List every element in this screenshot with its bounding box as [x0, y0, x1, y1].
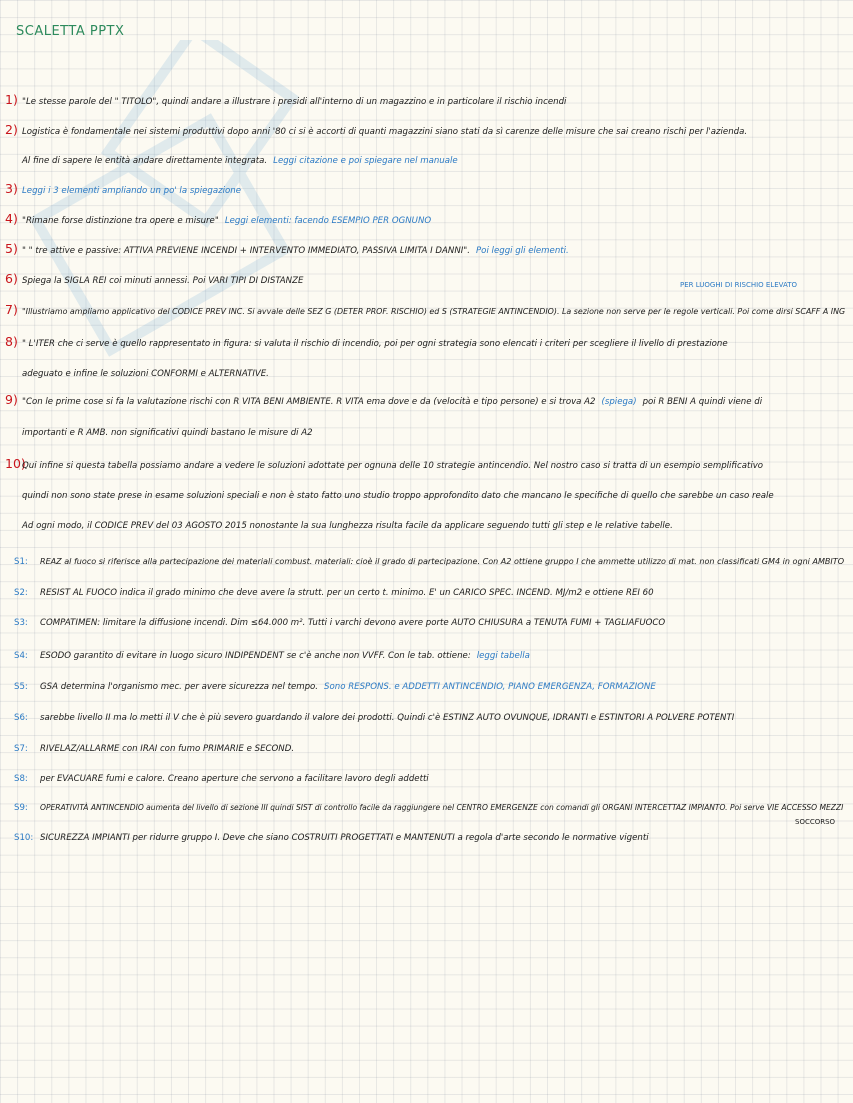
item-text: importanti e R AMB. non significativi quindi bastano le misure di A2	[22, 428, 313, 438]
section-margin-note: SOCCORSO	[795, 818, 836, 826]
item-number: 6)	[5, 271, 18, 286]
item-text: adeguato e infine le soluzioni CONFORMI e ALTERNATIVE.	[22, 369, 269, 379]
section-text: COMPATIMEN: limitare la diffusione incendi. Dim ≤64.000 m². Tutti i varchi devono avere porte AUTO CHIUSURA a TENUTA FUMI + TAGLIAFUOCO	[40, 618, 666, 628]
item-number: 5)	[5, 241, 18, 256]
item-number: 1)	[5, 92, 18, 107]
item-highlight: Leggi elementi: facendo ESEMPIO PER OGNUNO	[224, 216, 432, 226]
item-highlight: (spiega)	[601, 397, 637, 407]
section-number: S3:	[14, 618, 28, 628]
section-text: RIVELAZ/ALLARME con IRAI con fumo PRIMARIE e SECOND.	[40, 744, 295, 754]
item-highlight: Leggi citazione e poi spiegare nel manuale	[273, 156, 458, 166]
section-number: S2:	[14, 588, 28, 598]
section-text: per EVACUARE fumi e calore. Creano aperture che servono a facilitare lavoro degli addetti	[40, 774, 429, 784]
section-text: ESODO garantito di evitare in luogo sicuro INDIPENDENT se c'è anche non VVFF. Con le tab. ottiene:	[40, 651, 471, 661]
item-text: Logistica è fondamentale nei sistemi produttivi dopo anni '80 ci si è accorti di quanti magazzini siano stati da sì carenze delle misure che sai creano rischi per l'azienda.	[22, 127, 748, 137]
item-number: 10)	[5, 456, 26, 471]
item-highlight: Poi leggi gli elementi.	[476, 246, 569, 256]
section-number: S8:	[14, 774, 28, 784]
page-title: SCALETTA PPTX	[16, 24, 125, 39]
item-margin-note: PER LUOGHI DI RISCHIO ELEVATO	[680, 281, 798, 289]
item-text-after: poi R BENI A quindi viene di	[642, 397, 763, 407]
section-text: OPERATIVITÀ ANTINCENDIO aumenta del livello di sezione III quindi SIST di controllo facile da raggiungere nel CENTRO EMERGENZE con comandi gli ORGANI INTERCETTAZ IMPIANTO. Poi serve VIE ACCESSO MEZZI	[40, 803, 844, 812]
section-highlight: leggi tabella	[476, 651, 530, 661]
item-number: 9)	[5, 392, 18, 407]
section-number: S4:	[14, 651, 28, 661]
item-number: 4)	[5, 211, 18, 226]
item-text: "Le stesse parole del " TITOLO", quindi andare a illustrare i presidi all'interno di un magazzino e in particolare il rischio incendi	[22, 97, 567, 107]
section-highlight: Sono RESPONS. e ADDETTI ANTINCENDIO, PIANO EMERGENZA, FORMAZIONE	[324, 682, 656, 692]
item-text: "Con le prime cose si fa la valutazione rischi con R VITA BENI AMBIENTE. R VITA ema dove e da (velocità e tipo persone) e si trova A2	[22, 397, 596, 407]
item-text: quindi non sono state prese in esame soluzioni speciali e non è stato fatto uno studio troppo approfondito dato che mancano le specifiche di quello che sarebbe un caso reale	[22, 491, 774, 501]
item-number: 2)	[5, 122, 18, 137]
item-text: Qui infine si questa tabella possiamo andare a vedere le soluzioni adottate per ognuna delle 10 strategie antincendio. Nel nostro caso si tratta di un esempio semplificativo	[22, 461, 764, 471]
section-number: S10:	[14, 833, 34, 843]
item-text: Ad ogni modo, il CODICE PREV del 03 AGOSTO 2015 nonostante la sua lunghezza risulta facile da applicare seguendo tutti gli step e le relative tabelle.	[22, 521, 673, 531]
item-text: "Illustriamo ampliamo applicativo del CODICE PREV INC. Si avvale delle SEZ G (DETER PROF. RISCHIO) ed S (STRATEGIE ANTINCENDIO). La sezione non serve per le regole verticali. Poi come dirsi SCAFF A ING	[22, 307, 846, 316]
item-number: 7)	[5, 302, 18, 317]
section-text: SICUREZZA IMPIANTI per ridurre gruppo I. Deve che siano COSTRUITI PROGETTATI e MANTENUTI a regola d'arte secondo le normative vigenti	[40, 833, 649, 843]
item-text: Al fine di sapere le entità andare direttamente integrata.	[22, 156, 268, 166]
item-text: "Rimane forse distinzione tra opere e misure"	[22, 216, 219, 226]
section-text: GSA determina l'organismo mec. per avere sicurezza nel tempo.	[40, 682, 319, 692]
item-text: " L'ITER che ci serve è quello rappresentato in figura: si valuta il rischio di incendio, poi per ogni strategia sono elencati i criteri per scegliere il livello di prestazione	[22, 339, 728, 349]
item-text: Leggi i 3 elementi ampliando un po' la spiegazione	[22, 186, 242, 196]
section-number: S5:	[14, 682, 28, 692]
section-number: S7:	[14, 744, 28, 754]
item-text: Spiega la SIGLA REI coi minuti annessi. Poi VARI TIPI DI DISTANZE	[22, 276, 304, 286]
section-text: RESIST AL FUOCO indica il grado minimo che deve avere la strutt. per un certo t. minimo. E' un CARICO SPEC. INCEND. MJ/m2 e ottiene REI 60	[40, 588, 654, 598]
section-text: REAZ al fuoco si riferisce alla partecipazione dei materiali combust. materiali: cioè il grado di partecipazione. Con A2 ottiene gruppo I che ammette utilizzo di mat. non classificati GM4 in ogni AMBITO	[40, 557, 845, 566]
item-text: " " tre attive e passive: ATTIVA PREVIENE INCENDI + INTERVENTO IMMEDIATO, PASSIVA LIMITA I DANNI".	[22, 246, 470, 256]
section-number: S1:	[14, 557, 28, 567]
item-number: 3)	[5, 181, 18, 196]
section-number: S9:	[14, 803, 28, 813]
item-number: 8)	[5, 334, 18, 349]
section-text: sarebbe livello II ma lo metti il V che è più severo guardando il valore dei prodotti. Quindi c'è ESTINZ AUTO OVUNQUE, IDRANTI e ESTINTORI A POLVERE POTENTI	[40, 713, 735, 723]
section-number: S6:	[14, 713, 28, 723]
